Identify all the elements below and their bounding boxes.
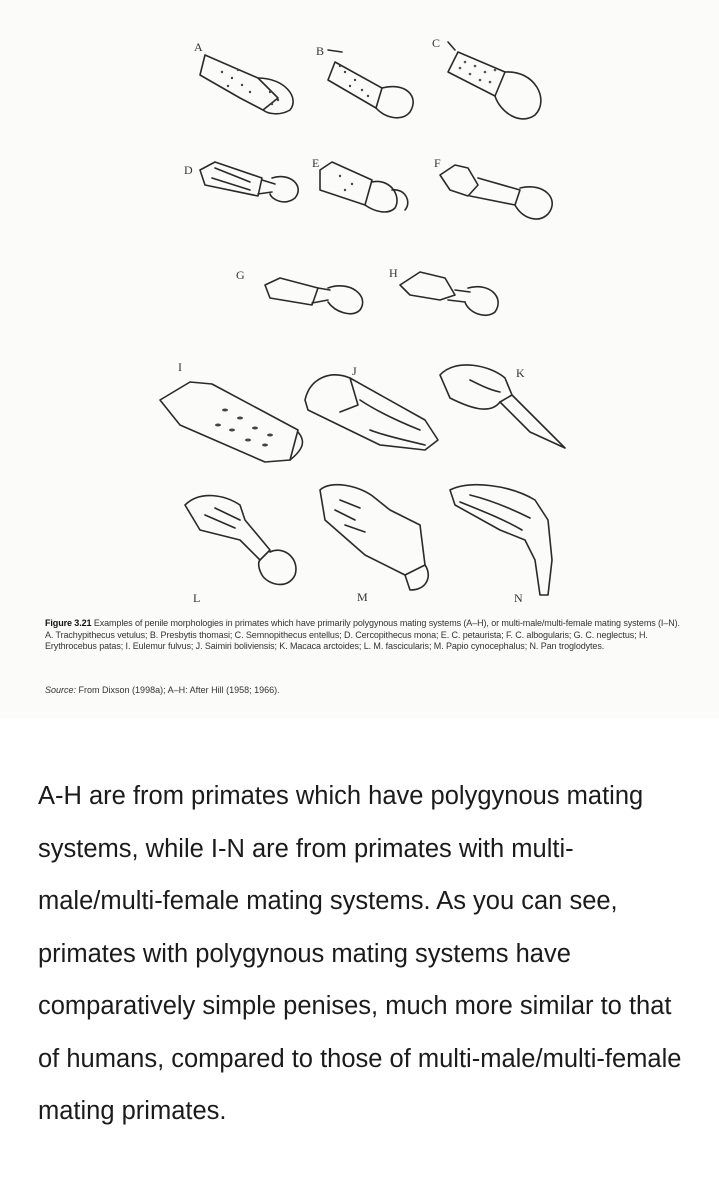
body-paragraph: A-H are from primates which have polygynous mating systems, while I-N are from primates with multi-male/multi-female mating systems. As you can see, primates with polygynous mating systems have comparatively simple penises, much more similar to that of humans, compared to those of multi-male/multi-female mating primates.: [38, 782, 682, 1125]
panel-label-f: F: [434, 156, 441, 170]
panel-label-a: A: [194, 40, 203, 54]
illustration-i: [160, 382, 303, 462]
panel-label-k: K: [516, 366, 525, 380]
panel-label-d: D: [184, 163, 193, 177]
illustration-m: [320, 485, 428, 590]
illustration-b: [328, 50, 413, 118]
figure-caption: [45, 618, 685, 653]
illustration-l: [185, 496, 296, 585]
figure-source: [45, 685, 280, 695]
panel-label-l: L: [193, 591, 201, 605]
illustration-a: [200, 55, 293, 114]
panel-label-n: N: [514, 591, 523, 605]
illustration-j: [305, 375, 438, 450]
illustration-n: [450, 485, 552, 595]
panel-label-h: H: [389, 266, 398, 280]
figure-caption-text: Examples of penile morphologies in primates which have primarily polygynous mating systems (A–H), or multi-male/multi-female mating systems (I–N). A. Trachypithecus vetulus; B. Presbytis thomasi; C. Semnopithecus entellus; D. Cercopithecus mona; E. C. petaurista; F. C. albogularis; G. C. neglectus; H. Erythrocebus patas; I. Eulemur fulvus; J. Saimiri boliviensis; K. Macaca arctoides; L. M. fascicularis; M. Papio cynocephalus; N. Pan troglodytes.: [45, 618, 680, 651]
illustration-c: [448, 42, 541, 119]
figure-source-text: From Dixson (1998a); A–H: After Hill (1958; 1966).: [78, 685, 280, 695]
illustration-d: [200, 162, 298, 202]
panel-label-g: G: [236, 268, 245, 282]
panel-label-b: B: [316, 44, 325, 58]
panel-label-e: E: [312, 156, 320, 170]
panel-label-j: J: [352, 364, 357, 378]
figure-caption-label: Figure 3.21: [45, 618, 92, 628]
panel-label-c: C: [432, 36, 441, 50]
illustration-f: [440, 165, 552, 219]
panel-label-i: I: [178, 360, 182, 374]
illustration-g: [265, 278, 363, 314]
illustration-e: [320, 162, 408, 212]
panel-label-m: M: [357, 590, 368, 604]
figure-source-label: Source:: [45, 685, 77, 695]
illustration-h: [400, 272, 498, 315]
illustration-k: [440, 365, 565, 448]
